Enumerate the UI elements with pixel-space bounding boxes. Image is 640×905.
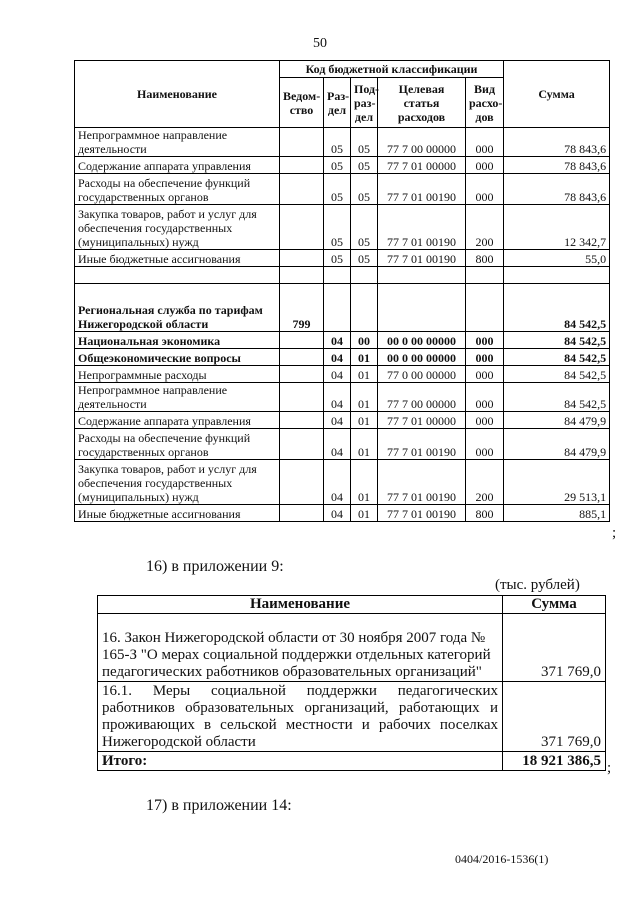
appendix9-table <box>97 595 606 771</box>
row-amount: 78 843,6 <box>504 174 610 205</box>
row-name: Содержание аппарата управления <box>75 412 280 429</box>
row-name: Иные бюджетные ассигнования <box>75 505 280 522</box>
row-expense-type: 000 <box>466 128 504 157</box>
row-dept <box>280 383 324 412</box>
row-expense-type: 800 <box>466 250 504 267</box>
row-amount: 371 769,0 <box>503 682 606 752</box>
row-target: 77 7 01 00000 <box>378 412 466 429</box>
row-target: 77 7 01 00000 <box>378 157 466 174</box>
row-amount: 78 843,6 <box>504 128 610 157</box>
row-section: 04 <box>324 460 351 505</box>
row-target <box>378 284 466 332</box>
row-name: Непрограммные расходы <box>75 366 280 383</box>
row-amount: 84 479,9 <box>504 429 610 460</box>
header-amount: Сумма <box>504 61 610 128</box>
row-section: 05 <box>324 174 351 205</box>
row-amount: 84 542,5 <box>504 284 610 332</box>
row-section: 04 <box>324 412 351 429</box>
row-subsection: 01 <box>351 383 378 412</box>
row-subsection: 00 <box>351 332 378 349</box>
unit-label: (тыс. рублей) <box>495 577 580 593</box>
row-dept <box>280 505 324 522</box>
row-subsection: 05 <box>351 157 378 174</box>
row-subsection: 01 <box>351 505 378 522</box>
row-name: Непрограммное направление деятельности <box>75 128 280 157</box>
row-amount: 84 542,5 <box>504 349 610 366</box>
row-target: 77 7 01 00190 <box>378 505 466 522</box>
row-amount: 885,1 <box>504 505 610 522</box>
row-section <box>324 284 351 332</box>
row-name: Региональная служба по тарифам Нижегородской области <box>75 284 280 332</box>
row-name: Непрограммное направление деятельности <box>75 383 280 412</box>
row-target: 77 7 01 00190 <box>378 429 466 460</box>
t2-header-name: Наименование <box>98 596 503 614</box>
header-target: Целевая статья расходов <box>378 78 466 128</box>
table-row <box>75 460 610 505</box>
row-expense-type: 000 <box>466 157 504 174</box>
table-row <box>75 174 610 205</box>
row-section: 04 <box>324 332 351 349</box>
row-subsection: 01 <box>351 412 378 429</box>
row-amount: 84 542,5 <box>504 366 610 383</box>
row-name: Содержание аппарата управления <box>75 157 280 174</box>
budget-classification-table <box>74 60 610 522</box>
header-section: Раз-дел <box>324 78 351 128</box>
header-name: Наименование <box>75 61 280 128</box>
row-target: 77 7 00 00000 <box>378 128 466 157</box>
table-row <box>75 383 610 412</box>
table-row <box>75 332 610 349</box>
row-dept <box>280 460 324 505</box>
row-amount: 29 513,1 <box>504 460 610 505</box>
row-expense-type: 200 <box>466 460 504 505</box>
row-name: 16.1. Меры социальной поддержки педагогических работников образовательных организаций, работающих и проживающих в сельской местности и рабочих поселках Нижегородской области <box>98 682 503 752</box>
row-name: Общеэкономические вопросы <box>75 349 280 366</box>
row-name: Закупка товаров, работ и услуг для обеспечения государственных (муниципальных) нужд <box>75 205 280 250</box>
row-section: 04 <box>324 366 351 383</box>
row-expense-type: 000 <box>466 412 504 429</box>
table-row <box>75 128 610 157</box>
row-section: 05 <box>324 128 351 157</box>
row-section: 04 <box>324 383 351 412</box>
row-dept <box>280 429 324 460</box>
row-target: 77 7 01 00190 <box>378 250 466 267</box>
row-target: 77 7 00 00000 <box>378 383 466 412</box>
row-amount: 78 843,6 <box>504 157 610 174</box>
row-amount: 55,0 <box>504 250 610 267</box>
row-dept <box>280 174 324 205</box>
row-subsection: 01 <box>351 460 378 505</box>
row-subsection <box>351 284 378 332</box>
row-expense-type <box>466 284 504 332</box>
row-subsection: 05 <box>351 205 378 250</box>
row-section: 05 <box>324 205 351 250</box>
row-dept <box>280 332 324 349</box>
header-subsection: Под-раз-дел <box>351 78 378 128</box>
row-dept: 799 <box>280 284 324 332</box>
row-subsection: 05 <box>351 174 378 205</box>
table-row <box>98 682 606 752</box>
table-row <box>75 505 610 522</box>
row-amount: 12 342,7 <box>504 205 610 250</box>
row-dept <box>280 349 324 366</box>
row-expense-type: 000 <box>466 429 504 460</box>
row-target: 77 7 01 00190 <box>378 205 466 250</box>
row-name <box>75 267 280 284</box>
row-subsection <box>351 267 378 284</box>
table-row <box>75 157 610 174</box>
t2-header-amount: Сумма <box>503 596 606 614</box>
row-subsection: 01 <box>351 429 378 460</box>
table1-end-mark: ; <box>612 525 617 541</box>
total-amount: 18 921 386,5 <box>503 752 606 771</box>
table2-end-mark: ; <box>607 760 612 776</box>
paragraph-17: 17) в приложении 14: <box>146 797 292 814</box>
table-row <box>75 250 610 267</box>
row-target: 77 7 01 00190 <box>378 174 466 205</box>
table-row <box>75 205 610 250</box>
row-subsection: 01 <box>351 349 378 366</box>
row-subsection: 05 <box>351 128 378 157</box>
row-dept <box>280 205 324 250</box>
row-subsection: 01 <box>351 366 378 383</box>
page-number: 50 <box>313 36 327 51</box>
row-expense-type: 000 <box>466 332 504 349</box>
row-subsection: 05 <box>351 250 378 267</box>
row-expense-type: 800 <box>466 505 504 522</box>
table-row <box>75 412 610 429</box>
row-name: Расходы на обеспечение функций государственных органов <box>75 174 280 205</box>
row-section: 04 <box>324 349 351 366</box>
table-row <box>98 614 606 682</box>
row-amount: 84 479,9 <box>504 412 610 429</box>
table-row <box>75 349 610 366</box>
row-target <box>378 267 466 284</box>
row-expense-type: 200 <box>466 205 504 250</box>
row-amount: 371 769,0 <box>503 614 606 682</box>
row-expense-type: 000 <box>466 366 504 383</box>
header-code-group: Код бюджетной классификации <box>280 61 504 78</box>
row-expense-type <box>466 267 504 284</box>
row-target: 00 0 00 00000 <box>378 332 466 349</box>
row-dept <box>280 250 324 267</box>
row-dept <box>280 412 324 429</box>
row-section: 05 <box>324 157 351 174</box>
header-expense-type: Вид расхо-дов <box>466 78 504 128</box>
table-row <box>75 429 610 460</box>
paragraph-16: 16) в приложении 9: <box>146 558 284 575</box>
row-dept <box>280 366 324 383</box>
row-amount: 84 542,5 <box>504 383 610 412</box>
row-target: 00 0 00 00000 <box>378 349 466 366</box>
row-expense-type: 000 <box>466 174 504 205</box>
row-name: Расходы на обеспечение функций государственных органов <box>75 429 280 460</box>
row-section: 04 <box>324 429 351 460</box>
row-expense-type: 000 <box>466 383 504 412</box>
row-target: 77 7 01 00190 <box>378 460 466 505</box>
row-section: 04 <box>324 505 351 522</box>
row-amount <box>504 267 610 284</box>
document-code: 0404/2016-1536(1) <box>455 852 549 866</box>
table-row <box>75 267 610 284</box>
table-row <box>75 284 610 332</box>
row-amount: 84 542,5 <box>504 332 610 349</box>
total-label: Итого: <box>98 752 503 771</box>
row-section <box>324 267 351 284</box>
row-target: 77 0 00 00000 <box>378 366 466 383</box>
row-name: Иные бюджетные ассигнования <box>75 250 280 267</box>
row-expense-type: 000 <box>466 349 504 366</box>
row-dept <box>280 128 324 157</box>
row-dept <box>280 157 324 174</box>
header-dept: Ведом-ство <box>280 78 324 128</box>
row-section: 05 <box>324 250 351 267</box>
row-name: Национальная экономика <box>75 332 280 349</box>
table-row <box>75 366 610 383</box>
row-name: Закупка товаров, работ и услуг для обеспечения государственных (муниципальных) нужд <box>75 460 280 505</box>
row-dept <box>280 267 324 284</box>
row-name: 16. Закон Нижегородской области от 30 ноября 2007 года № 165-З "О мерах социальной поддержки отдельных категорий педагогических работников образовательных организаций" <box>98 614 503 682</box>
